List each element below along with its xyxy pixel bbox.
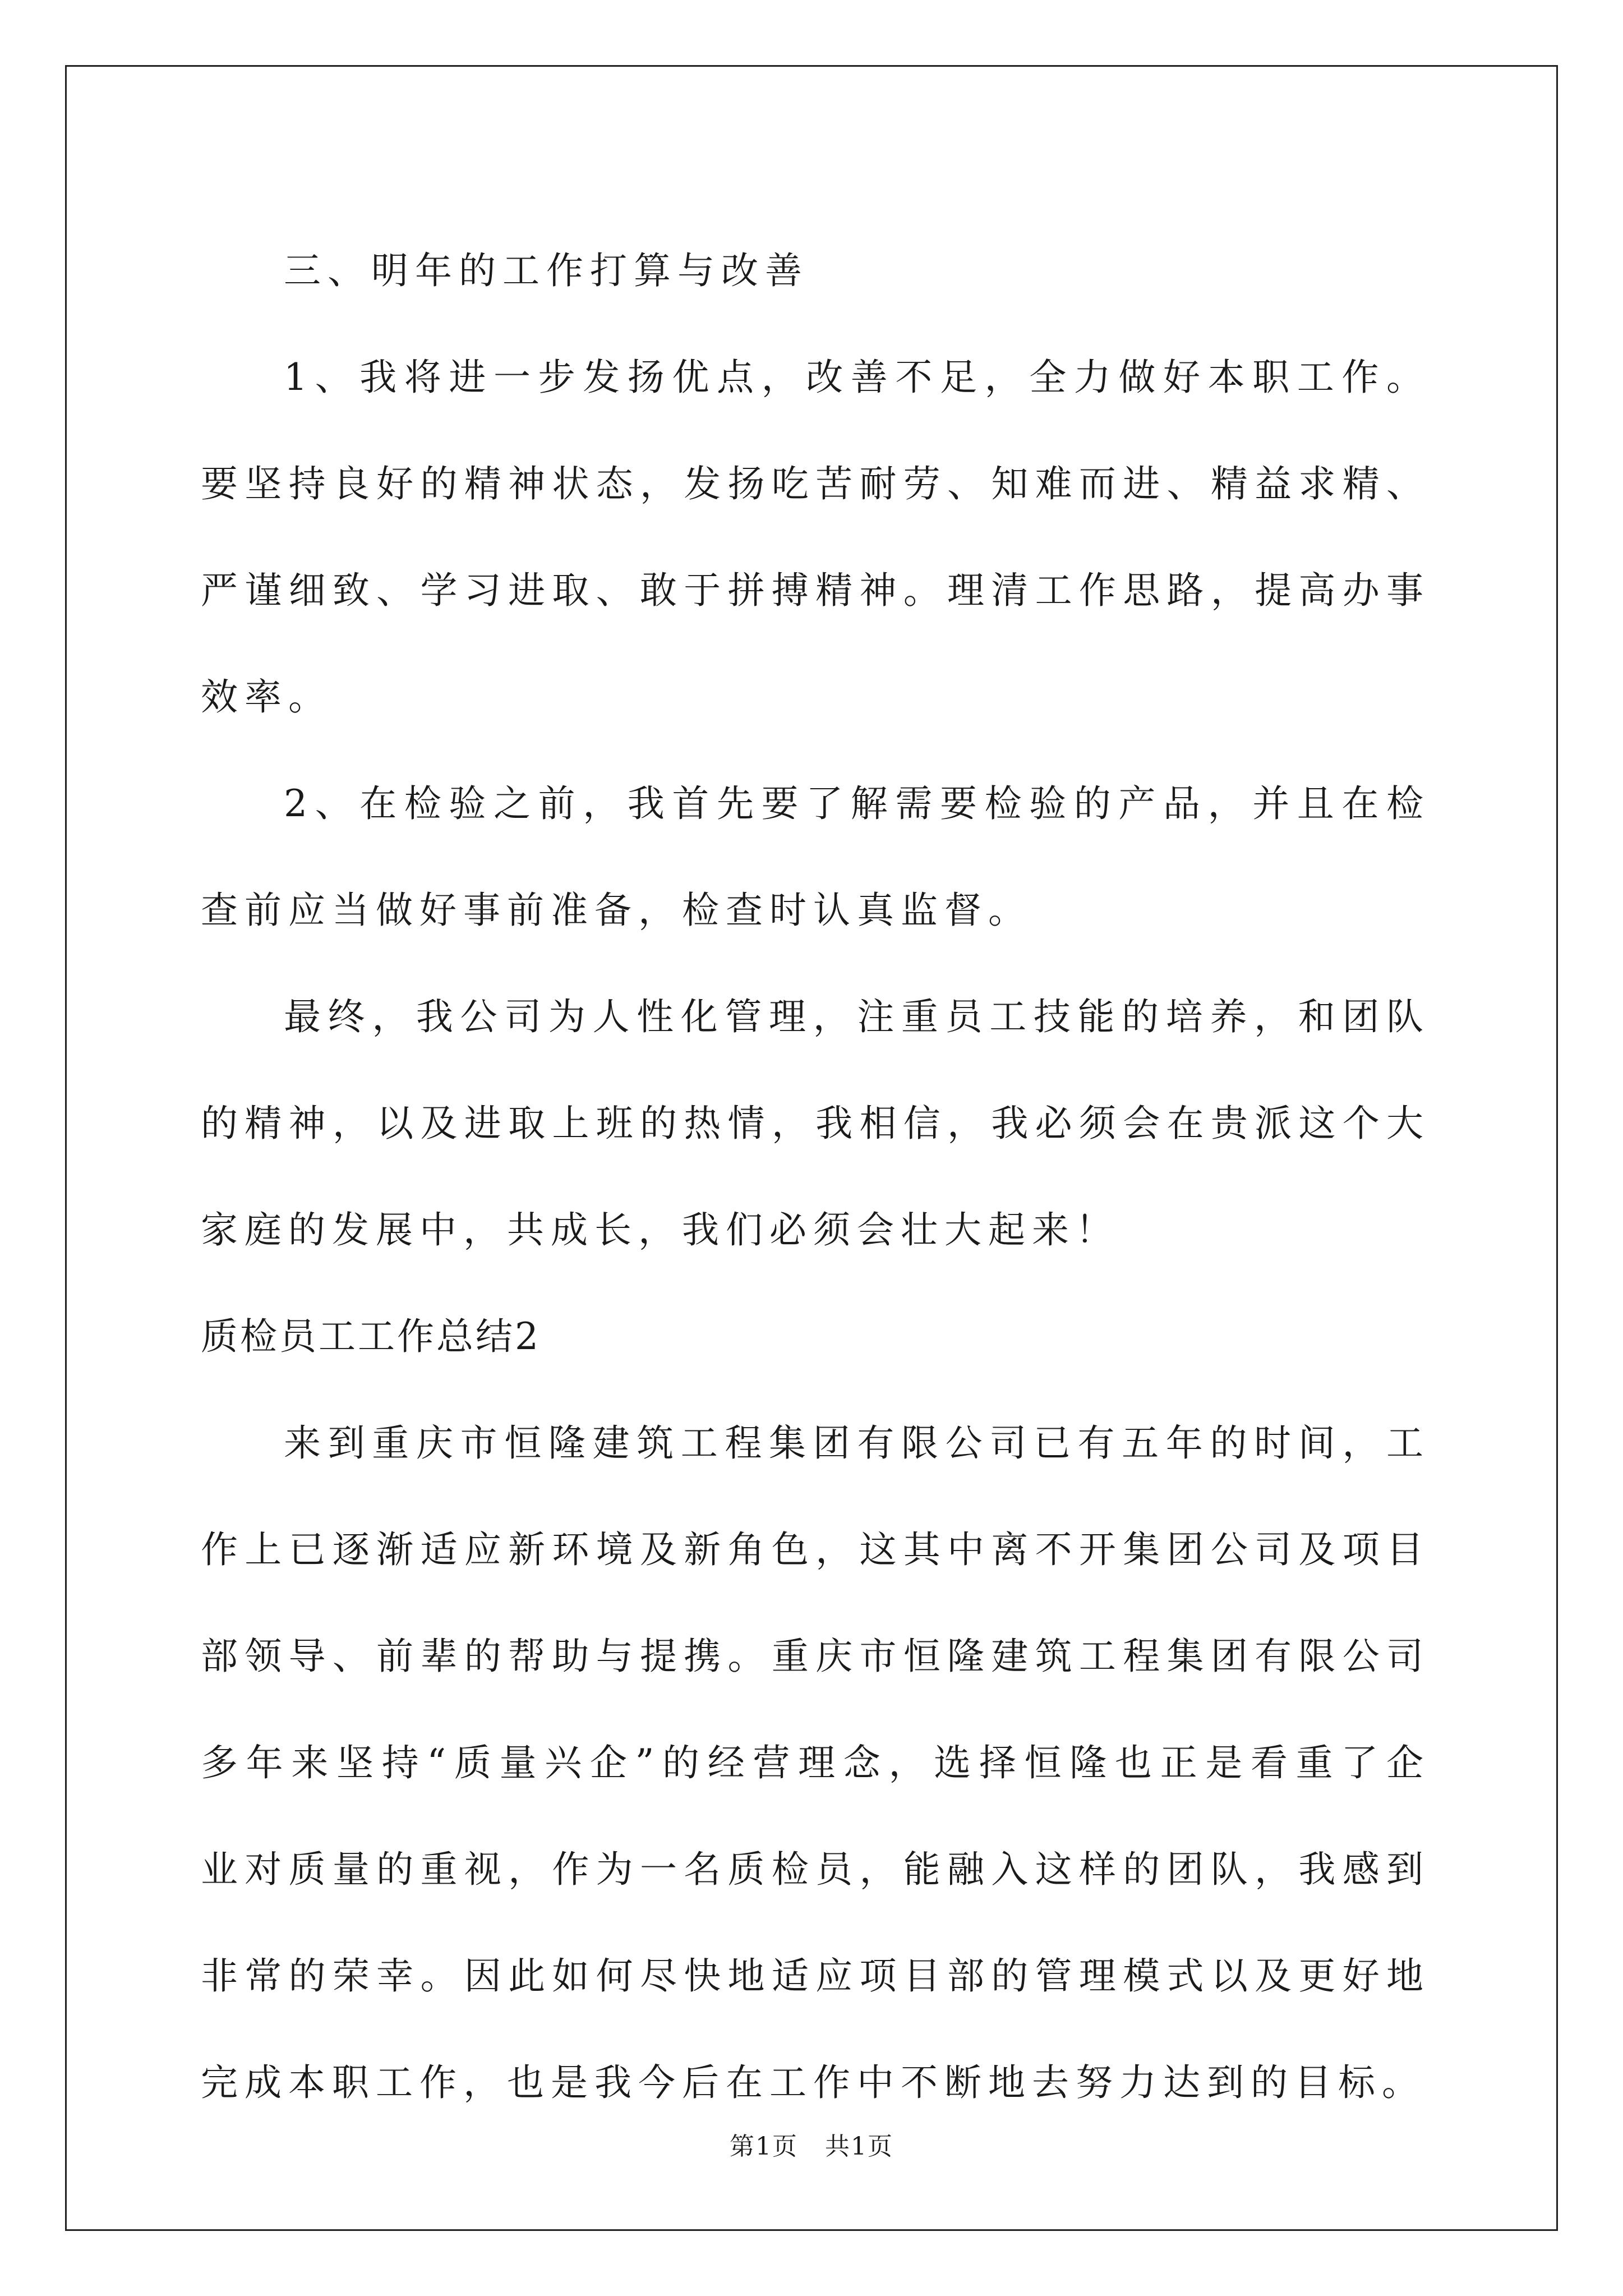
document-body: [201, 218, 1430, 2136]
section-heading-plans: 三、明年的工作打算与改善: [284, 249, 809, 292]
paragraph-plan-2: 2、在检验之前，我首先要了解需要检验的产品，并且在检查前应当做好事前准备，检查时认真监督。: [201, 782, 1430, 932]
page-footer: [0, 2126, 1623, 2162]
page-number: 第1页: [730, 2132, 798, 2161]
document-title-2: 质检员工工作总结2: [201, 1315, 541, 1358]
paragraph-intro-2: 来到重庆市恒隆建筑工程集团有限公司已有五年的时间，工作上已逐渐适应新环境及新角色，这其中离不开集团公司及项目部领导、前辈的帮助与提携。重庆市恒隆建筑工程集团有限公司多年来坚持“质量兴企”的经营理念，选择恒隆也正是看重了企业对质量的重视，作为一名质检员，能融入这样的团队，我感到非常的荣幸。因此如何尽快地适应项目部的管理模式以及更好地完成本职工作，也是我今后在工作中不断地去努力达到的目标。: [201, 1421, 1430, 2104]
page-total: 共1页: [825, 2132, 893, 2161]
paragraph-conclusion: 最终，我公司为人性化管理，注重员工技能的培养，和团队的精神，以及进取上班的热情，我相信，我必须会在贵派这个大家庭的发展中，共成长，我们必须会壮大起来！: [201, 995, 1430, 1251]
paragraph-plan-1: 1、我将进一步发扬优点，改善不足，全力做好本职工作。要坚持良好的精神状态，发扬吃苦耐劳、知难而进、精益求精、严谨细致、学习进取、敢于拼搏精神。理清工作思路，提高办事效率。: [201, 356, 1430, 719]
